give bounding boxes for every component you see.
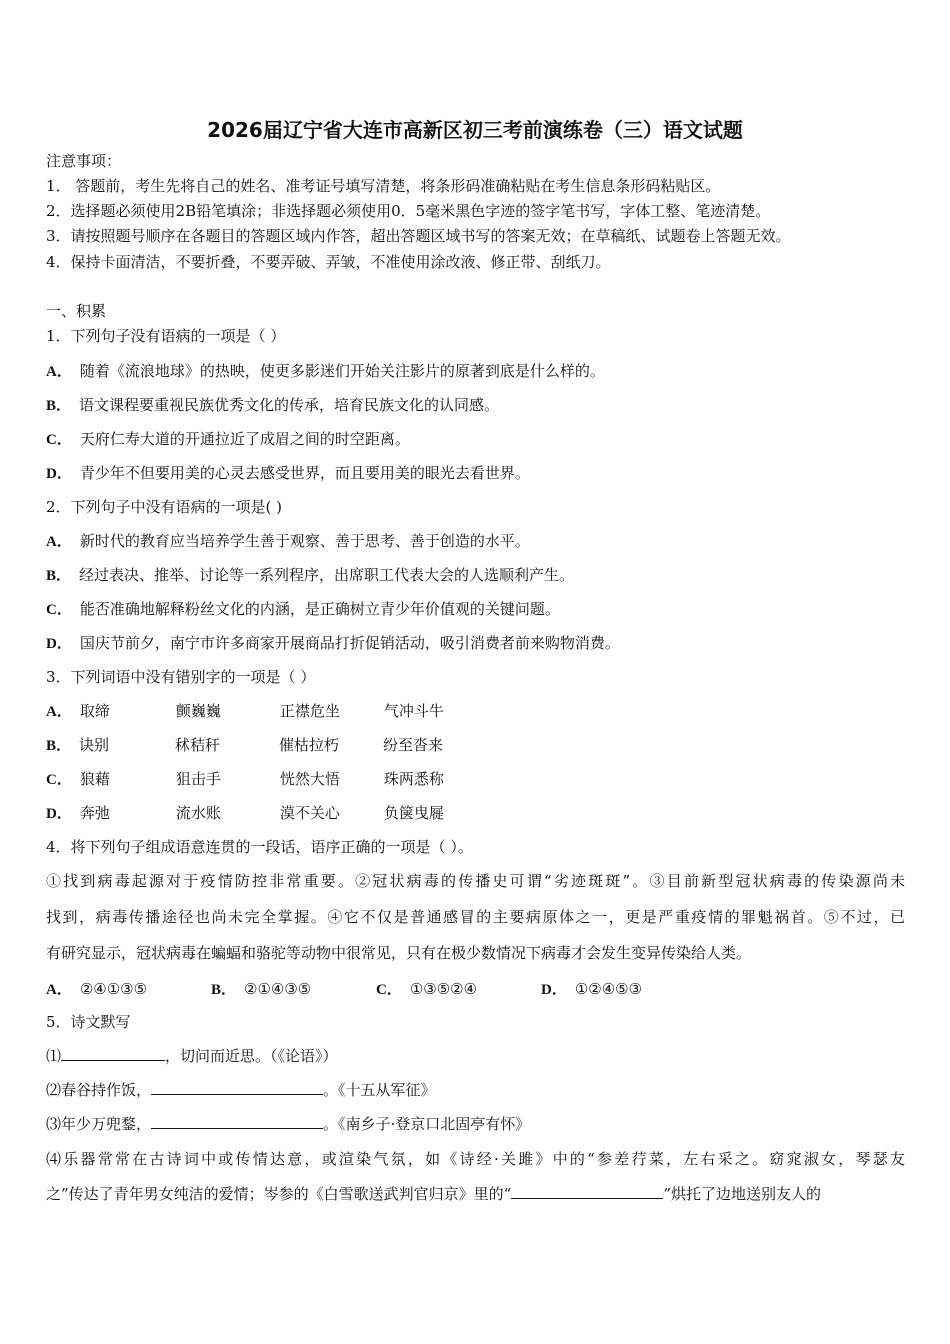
q3-option-d: [46, 803, 444, 824]
option-letter: A．: [46, 364, 72, 380]
option-text: ②①④③⑤: [244, 980, 312, 998]
item-text: ⑵春谷持作饭，: [46, 1081, 152, 1099]
question-3-stem: 3．下列词语中没有错别字的一项是（ ）: [46, 668, 316, 686]
notice-item: 2．选择题必须使用2B铅笔填涂；非选择题必须使用0．5毫米黑色字迹的签字笔书写，字体工整、笔迹清楚。: [46, 202, 771, 220]
q5-item-3: [46, 1114, 530, 1134]
option-letter: D．: [46, 806, 72, 822]
q4-option-d: [541, 980, 642, 998]
option-text: ①②④⑤③: [574, 980, 643, 998]
q2-option-b: [46, 565, 574, 586]
word: 流水账: [175, 804, 221, 822]
item-text: 。《南乡子·登京口北固亭有怀》: [323, 1115, 531, 1133]
option-letter: A．: [46, 534, 72, 550]
notice-item: 1． 答题前，考生先将自己的姓名、准考证号填写清楚，将条形码准确粘贴在考生信息条形码粘贴区。: [46, 177, 721, 195]
option-letter: D．: [541, 982, 567, 998]
option-text: 语文课程要重视民族优秀文化的传承，培育民族文化的认同感。: [79, 396, 500, 414]
option-letter: B．: [211, 982, 237, 998]
q1-option-c: [46, 429, 410, 450]
q4-passage-line: 找到，病毒传播途径也尚未完全掌握。④它不仅是普通感冒的主要病原体之一，更是严重疫情的罪魁祸首。⑤不过，已: [46, 908, 905, 926]
q3-option-b: [46, 735, 443, 756]
q1-option-b: [46, 395, 499, 416]
word: 珠两悉称: [383, 770, 444, 788]
option-text: 能否准确地解释粉丝文化的内涵，是正确树立青少年价值观的关键问题。: [79, 600, 560, 618]
word: 取缔: [79, 702, 110, 720]
item-text: 之”传达了青年男女纯洁的爱情；岑参的《白雪歌送武判官归京》里的“: [46, 1185, 512, 1203]
option-text: 随着《流浪地球》的热映，使更多影迷们开始关注影片的原著到底是什么样的。: [79, 362, 605, 380]
q4-option-a: [46, 979, 211, 1000]
q4-option-c: [376, 979, 541, 1000]
word: 秫秸秆: [175, 736, 221, 754]
option-letter: D．: [46, 466, 72, 482]
option-text: 青少年不但要用美的心灵去感受世界，而且要用美的眼光去看世界。: [79, 464, 530, 482]
word: 正襟危坐: [279, 702, 340, 720]
option-text: ①③⑤②④: [409, 980, 478, 998]
option-text: ②④①③⑤: [79, 980, 148, 998]
question-1-stem: 1．下列句子没有语病的一项是（ ）: [46, 327, 286, 345]
item-text: ⑴: [46, 1047, 62, 1065]
option-letter: A．: [46, 704, 72, 720]
option-letter: B．: [46, 738, 72, 754]
word: 纷至沓来: [383, 736, 444, 754]
option-letter: B．: [46, 568, 72, 584]
q1-option-a: [46, 361, 605, 382]
answer-blank[interactable]: [61, 1046, 165, 1061]
q2-option-d: [46, 633, 620, 654]
q2-option-c: [46, 599, 560, 620]
q4-options: [46, 979, 642, 1000]
option-text: 天府仁寿大道的开通拉近了成眉之间的时空距离。: [79, 430, 410, 448]
q1-option-d: [46, 463, 530, 484]
word: 催枯拉朽: [279, 736, 340, 754]
q3-option-a: [46, 701, 444, 722]
option-letter: C．: [46, 432, 72, 448]
question-4-stem: 4．将下列句子组成语意连贯的一段话，语序正确的一项是（ ）。: [46, 838, 473, 856]
q4-passage-line: 有研究显示，冠状病毒在蝙蝠和骆驼等动物中很常见，只有在极少数情况下病毒才会发生变异传染给人类。: [46, 944, 752, 962]
option-letter: D．: [46, 636, 72, 652]
option-letter: C．: [46, 772, 72, 788]
item-text: ”烘托了边地送别友人的: [663, 1185, 822, 1203]
option-letter: B．: [46, 398, 72, 414]
option-letter: C．: [46, 602, 72, 618]
item-text: ，切问而近思。（《论语》）: [165, 1047, 338, 1065]
question-2-stem: 2．下列句子中没有语病的一项是( ): [46, 498, 283, 516]
notice-item: 3．请按照题号顺序在各题目的答题区域内作答，超出答题区域书写的答案无效；在草稿纸、试题卷上答题无效。: [46, 227, 791, 245]
q5-item-4-line: [46, 1184, 821, 1204]
q3-option-c: [46, 769, 444, 790]
word: 奔弛: [79, 804, 110, 822]
item-text: 。《十五从军征》: [323, 1081, 436, 1099]
word: 恍然大悟: [279, 770, 340, 788]
answer-blank[interactable]: [511, 1184, 663, 1199]
q5-item-1: [46, 1046, 338, 1066]
option-letter: C．: [376, 982, 402, 998]
item-text: ⑶年少万兜鍪，: [46, 1115, 152, 1133]
q5-item-2: [46, 1080, 436, 1100]
option-text: 国庆节前夕，南宁市许多商家开展商品打折促销活动，吸引消费者前来购物消费。: [79, 634, 620, 652]
q4-option-b: [211, 979, 376, 1000]
q2-option-a: [46, 531, 530, 552]
word: 诀别: [79, 736, 110, 754]
word: 漠不关心: [279, 804, 340, 822]
section-heading: 一、积累: [46, 302, 107, 320]
notice-heading: 注意事项：: [46, 152, 122, 170]
word: 负箧曳屣: [383, 804, 444, 822]
option-text: 新时代的教育应当培养学生善于观察、善于思考、善于创造的水平。: [79, 532, 530, 550]
q5-item-4-line: ⑷乐器常常在古诗词中或传情达意，或渲染气氛，如《诗经·关雎》中的“参差荇菜，左右采之。窈窕淑女，琴瑟友: [46, 1150, 905, 1168]
answer-blank[interactable]: [151, 1080, 323, 1095]
answer-blank[interactable]: [151, 1114, 323, 1129]
option-letter: A．: [46, 982, 72, 998]
notice-item: 4．保持卡面清洁，不要折叠，不要弄破、弄皱，不准使用涂改液、修正带、刮纸刀。: [46, 253, 611, 271]
word: 气冲斗牛: [383, 702, 444, 720]
word: 颤巍巍: [175, 702, 221, 720]
word: 狼藉: [79, 770, 110, 788]
q4-passage-line: ①找到病毒起源对于疫情防控非常重要。②冠状病毒的传播史可谓“劣迹斑斑”。③目前新型冠状病毒的传染源尚未: [46, 872, 905, 890]
question-5-stem: 5．诗文默写: [46, 1013, 131, 1031]
page-title: 2026届辽宁省大连市高新区初三考前演练卷（三）语文试题: [207, 118, 743, 142]
option-text: 经过表决、推举、讨论等一系列程序，出席职工代表大会的人选顺利产生。: [79, 566, 575, 584]
word: 狙击手: [175, 770, 221, 788]
